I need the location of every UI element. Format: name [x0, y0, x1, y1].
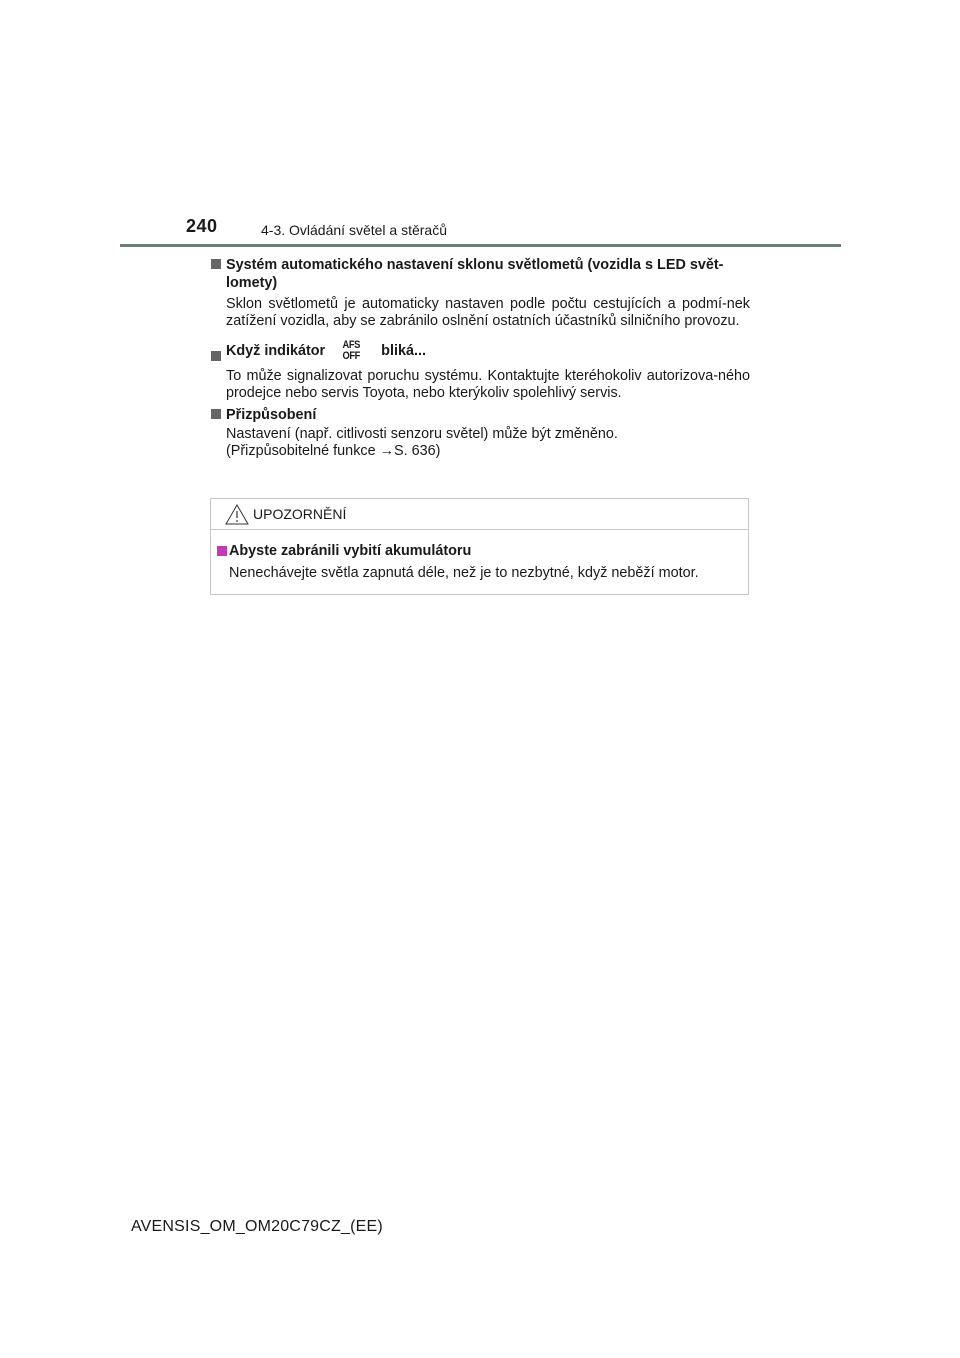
subsection-customization	[210, 406, 750, 460]
heading-text-before: Když indikátor	[226, 343, 326, 359]
subsection-heading: Systém automatického nastavení sklonu světlometů (vozidla s LED svět-lomety)	[226, 257, 724, 291]
document-code: AVENSIS_OM_OM20C79CZ_(EE)	[131, 1218, 383, 1235]
subsection-heading: Přizpůsobení	[226, 407, 317, 423]
section-title: 4-3. Ovládání světel a stěračů	[261, 222, 447, 238]
caution-header	[211, 499, 748, 530]
square-bullet-icon	[211, 259, 221, 269]
caution-label: UPOZORNĚNÍ	[253, 506, 347, 522]
header-rule	[120, 244, 841, 247]
square-bullet-icon	[211, 409, 221, 419]
afs-icon-line1: AFS	[342, 339, 360, 351]
subsection-body-line2: (Přizpůsobitelné funkce →S. 636)	[226, 443, 441, 459]
page-number: 240	[186, 216, 218, 236]
subsection-body: To může signalizovat poruchu systému. Kontaktujte kteréhokoliv autorizova-ného prodejce nebo servis Toyota, nebo kterýkoliv spolehlivý servis.	[226, 368, 750, 401]
subsection-body: Sklon světlometů je automaticky nastaven podle počtu cestujících a podmí-nek zatížení vozidla, aby se zabránilo oslnění ostatních účastníků silničního provozu.	[226, 296, 750, 329]
afs-icon-line2: OFF	[342, 350, 360, 362]
square-bullet-icon	[211, 351, 221, 361]
caution-body	[211, 530, 748, 582]
heading-text-after: bliká...	[381, 343, 426, 359]
main-content	[210, 256, 750, 460]
caution-box	[210, 498, 749, 595]
subsection-heading	[226, 340, 750, 362]
subsection-afs-indicator	[210, 340, 750, 402]
square-bullet-icon	[217, 546, 227, 556]
subsection-auto-leveling	[210, 256, 750, 330]
subsection-body-line1: Nastavení (např. citlivosti senzoru světel) může být změněno.	[226, 426, 618, 442]
caution-text: Nenechávejte světla zapnutá déle, než je to nezbytné, když neběží motor.	[229, 565, 699, 581]
caution-heading: Abyste zabránili vybití akumulátoru	[229, 543, 472, 559]
afs-off-indicator-icon	[337, 340, 365, 362]
warning-triangle-icon	[225, 504, 249, 525]
